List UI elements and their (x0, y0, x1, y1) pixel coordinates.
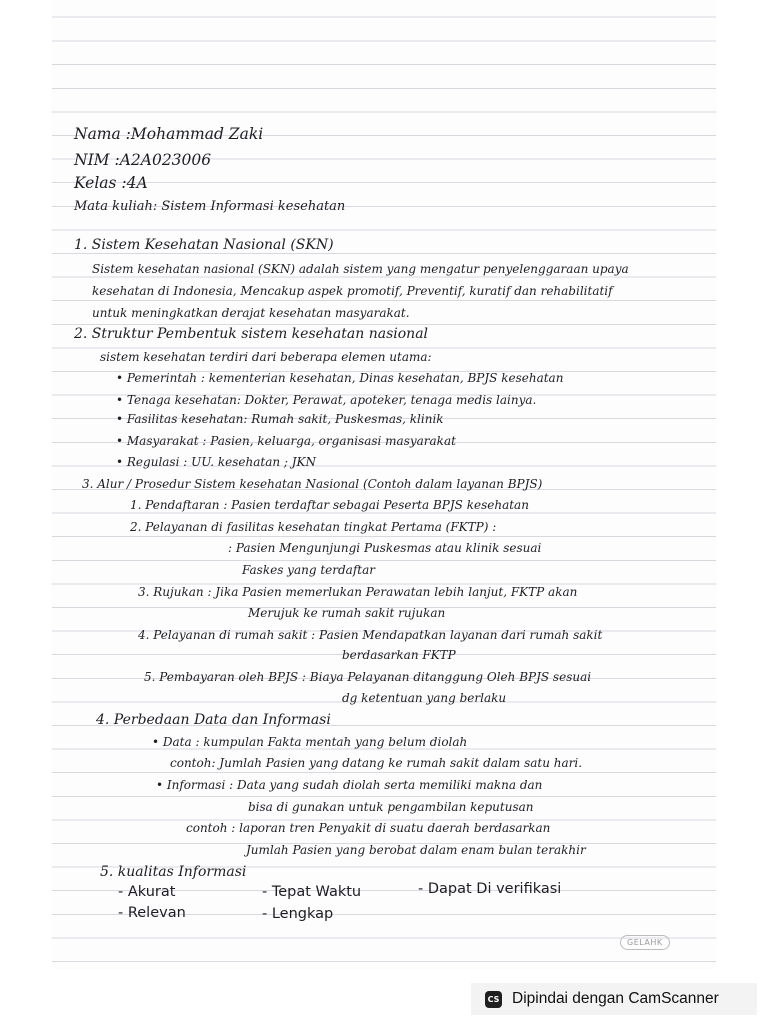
section-1-text: kesehatan di Indonesia, Mencakup aspek promotif, Preventif, kuratif dan rehabilitatif (92, 284, 613, 298)
nim-line: NIM :A2A023006 (74, 151, 212, 169)
camscanner-watermark (471, 983, 757, 1015)
list-item: • Informasi : Data yang sudah diolah serta memiliki makna dan (156, 778, 543, 792)
list-item: 4. Pelayanan di rumah sakit : Pasien Mendapatkan layanan dari rumah sakit (138, 628, 603, 642)
list-item: Merujuk ke rumah sakit rujukan (248, 606, 446, 620)
list-item: berdasarkan FKTP (342, 648, 456, 662)
list-item: - Tepat Waktu (262, 884, 362, 900)
list-item: - Lengkap (262, 906, 334, 922)
page-stamp: GELAHK (620, 935, 670, 950)
notebook-page (52, 0, 716, 968)
list-item: 5. Pembayaran oleh BPJS : Biaya Pelayanan ditanggung Oleh BPJS sesuai (144, 670, 592, 684)
list-item: - Akurat (118, 884, 176, 900)
list-item: • Masyarakat : Pasien, keluarga, organisasi masyarakat (116, 434, 456, 448)
list-item: contoh: Jumlah Pasien yang datang ke rumah sakit dalam satu hari. (170, 756, 583, 770)
list-item: Jumlah Pasien yang berobat dalam enam bulan terakhir (246, 843, 586, 857)
watermark-text: Dipindai dengan CamScanner (512, 990, 719, 1007)
list-item: 3. Rujukan : Jika Pasien memerlukan Perawatan lebih lanjut, FKTP akan (138, 585, 578, 599)
list-item: 1. Pendaftaran : Pasien terdaftar sebagai Peserta BPJS kesehatan (130, 498, 529, 512)
list-item: • Pemerintah : kementerian kesehatan, Dinas kesehatan, BPJS kesehatan (116, 371, 564, 385)
list-item: • Tenaga kesehatan: Dokter, Perawat, apoteker, tenaga medis lainya. (116, 393, 537, 407)
list-item: bisa di gunakan untuk pengambilan keputusan (248, 800, 534, 814)
list-item: - Relevan (118, 905, 186, 921)
section-1-title: 1. Sistem Kesehatan Nasional (SKN) (74, 237, 334, 253)
section-2-intro: sistem kesehatan terdiri dari beberapa elemen utama: (100, 350, 432, 364)
list-item: contoh : laporan tren Penyakit di suatu daerah berdasarkan (186, 821, 551, 835)
list-item: • Fasilitas kesehatan: Rumah sakit, Puskesmas, klinik (116, 412, 444, 426)
list-item: • Regulasi : UU. kesehatan ; JKN (116, 455, 317, 469)
class-line: Kelas :4A (74, 174, 148, 192)
section-4-title: 4. Perbedaan Data dan Informasi (96, 712, 331, 728)
list-item: Faskes yang terdaftar (242, 563, 375, 577)
section-1-text: untuk meningkatkan derajat kesehatan masyarakat. (92, 306, 410, 320)
section-3-title: 3. Alur / Prosedur Sistem kesehatan Nasional (Contoh dalam layanan BPJS) (82, 477, 543, 491)
list-item: dg ketentuan yang berlaku (342, 691, 507, 705)
list-item: • Data : kumpulan Fakta mentah yang belum diolah (152, 735, 468, 749)
section-5-title: 5. kualitas Informasi (100, 864, 247, 880)
list-item: : Pasien Mengunjungi Puskesmas atau klinik sesuai (228, 541, 542, 555)
camscanner-logo-icon: CS (485, 991, 502, 1008)
course-line: Mata kuliah: Sistem Informasi kesehatan (74, 199, 346, 214)
section-2-title: 2. Struktur Pembentuk sistem kesehatan nasional (74, 326, 429, 342)
list-item: 2. Pelayanan di fasilitas kesehatan tingkat Pertama (FKTP) : (130, 520, 497, 534)
name-line: Nama :Mohammad Zaki (74, 125, 264, 143)
list-item: - Dapat Di verifikasi (418, 881, 562, 897)
section-1-text: Sistem kesehatan nasional (SKN) adalah sistem yang mengatur penyelenggaraan upaya (92, 262, 629, 276)
